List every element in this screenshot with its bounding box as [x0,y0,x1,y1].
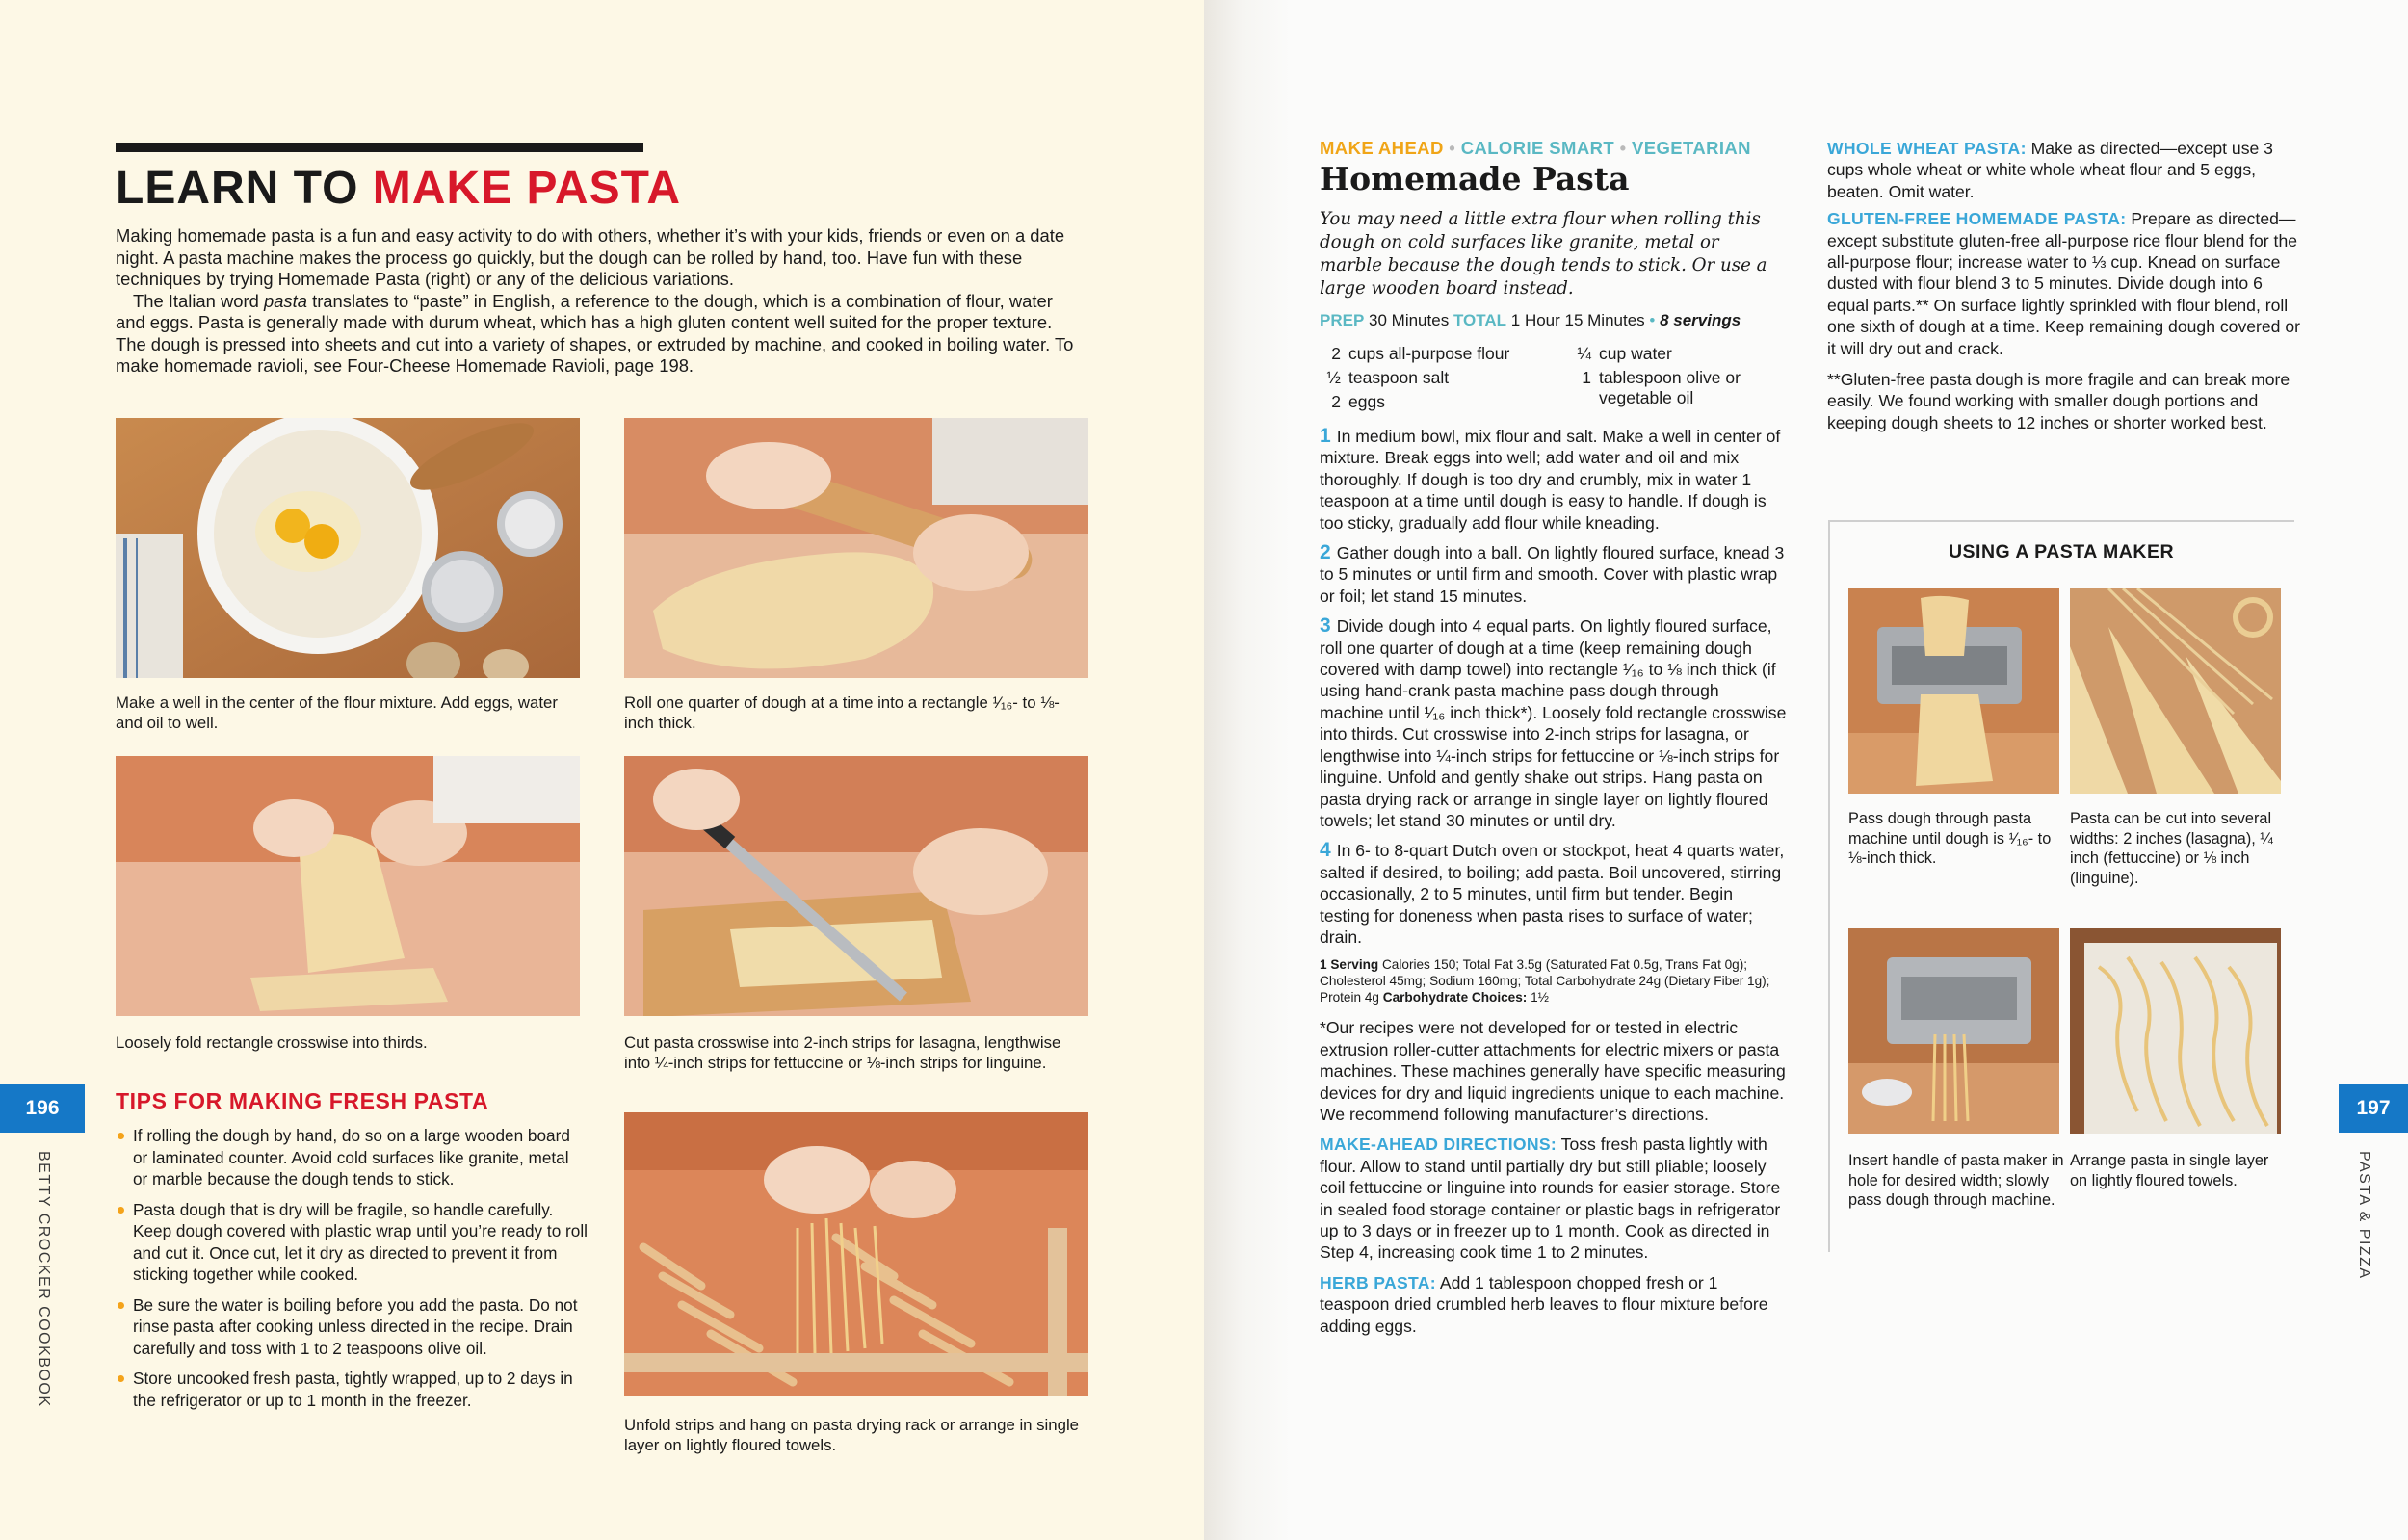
ingredient-text: cup water [1599,344,1672,363]
tip-item: Be sure the water is boiling before you add the pasta. Do not rinse pasta after cooking unless directed in the recipe. Drain carefully and toss with 1 to 2 teaspoons olive oil. [116,1294,588,1360]
make-ahead-text: Toss fresh pasta lightly with flour. Allow to stand until partially dry but still pliable; loosely coil fettuccine or linguine into rounds for easier storage. Store in sealed food storage container or plastic bags in refrigerator up to 3 days or in freezer up to 1 month. Cook as directed in Step 4, increasing cook time 1 to 2 minutes. [1320,1135,1781,1263]
ingredient-item [1570,368,1782,408]
prep-value: 30 Minutes [1369,311,1450,329]
caption-3: Loosely fold rectangle crosswise into thirds. [116,1033,428,1052]
herb-pasta-variation [1320,1272,1787,1337]
ingredient-qty: 2 [1331,344,1341,363]
tip-item: Store uncooked fresh pasta, tightly wrapped, up to 2 days in the refrigerator or up to 1 month in the freezer. [116,1368,588,1411]
gluten-free-note: **Gluten-free pasta dough is more fragile and can break more easily. We found working with smaller dough portions and keeping dough sheets to 12 inches or shorter worked best. [1827,370,2290,432]
intro-text [116,225,1079,378]
herb-label: HERB PASTA: [1320,1272,1436,1292]
ingredient-qty: ½ [1326,368,1341,387]
photo-pasta-machine-sheet [1848,588,2059,794]
photo-pasta-on-towel [2070,928,2281,1134]
carb-choices-label: Carbohydrate Choices: [1382,990,1528,1005]
step-number: 4 [1320,839,1331,862]
tips-list [116,1125,588,1420]
ingredient-text: eggs [1348,392,1385,411]
page-number-right: 197 [2339,1084,2408,1133]
ingredient-item [1570,344,1782,364]
intro-p2-italic: pasta [263,290,307,311]
intro-p2-start: The Italian word [133,290,264,311]
tip-item: If rolling the dough by hand, do so on a large wooden board or laminated counter. Avoid cold surfaces like granite, metal or marble because the dough tends to stick. [116,1125,588,1190]
tag-vegetarian: VEGETARIAN [1632,138,1751,158]
carb-choices-value: 1½ [1531,990,1550,1005]
step-3 [1320,615,1787,831]
box-top-rule [1828,520,2294,522]
total-value: 1 Hour 15 Minutes [1510,311,1645,329]
intro-paragraph-1: Making homemade pasta is a fun and easy activity to do with others, whether it’s with your kids, friends or even on a date night. A pasta machine makes the process go quickly, but the dough can be rolled by hand, too. Have fun with these techniques by trying Homemade Pasta (right) or any of the delicious variations. [116,225,1065,289]
herb-text: Add 1 tablespoon chopped fresh or 1 teaspoon dried crumbled herb leaves to flour mixture before adding eggs. [1320,1272,1768,1336]
box-left-rule [1828,520,1830,1252]
tag-make-ahead: MAKE AHEAD [1320,138,1444,158]
ingredients-left [1320,344,1570,412]
title-rule [116,143,643,152]
recipe-intro-note: You may need a little extra flour when rolling this dough on cold surfaces like granite, metal or marble because the dough tends to stick. Or use a large wooden board instead. [1320,209,1767,299]
whole-wheat-label: WHOLE WHEAT PASTA: [1827,139,2027,158]
photo-flour-well [116,418,580,678]
nutrition-info [1320,956,1787,1005]
nutrition-text: Calories 150; Total Fat 3.5g (Saturated Fat 0.5g, Trans Fat 0g); Cholesterol 45mg; Sodium 160mg; Total Carbohydrate 24g (Dietary Fiber 1g); Protein 4g [1320,957,1770,1005]
ingredient-qty: ¼ [1577,344,1591,363]
ingredient-item [1320,344,1570,364]
page-number-left: 196 [0,1084,85,1133]
recipe-title: Homemade Pasta [1320,160,1630,197]
tips-title: TIPS FOR MAKING FRESH PASTA [116,1088,489,1113]
footnote: *Our recipes were not developed for or tested in electric extrusion roller-cutter attachments for electric mixers or pasta machines. These machines generally have specific measuring devices for dry and liquid ingredients unique to each machine. We recommend following manufacturer’s directions. [1320,1018,1786,1124]
caption-4: Cut pasta crosswise into 2-inch strips for lasagna, lengthwise into ¼-inch strips for fettuccine or ⅛-inch strips for linguine. [624,1033,1061,1072]
caption-5: Unfold strips and hang on pasta drying rack or arrange in single layer on lightly floured towels. [624,1416,1080,1454]
prep-line: PREP 30 Minutes TOTAL 1 Hour 15 Minutes • 8 servings [1320,311,1741,329]
intro-p2-end: translates to “paste” in English, a reference to the dough, which is a combination of flour, water and eggs. Pasta is generally made with durum wheat, which has a high gluten content well suited for the proper texture. The dough is pressed into sheets and cut into a variety of shapes, or extruded by machine, and cooked in boiling water. To make homemade ravioli, see Four-Cheese Homemade Ravioli, page 198. [116,290,1074,376]
step-text: In 6- to 8-quart Dutch oven or stockpot, heat 4 quarts water, salted if desired, to boiling; add pasta. Boil uncovered, stirring occasionally, 2 to 5 minutes, until firm but tender. Begin testing for doneness when pasta rises to surface of water; drain. [1320,841,1785,947]
ingredients-right [1570,344,1782,408]
whole-wheat-text: Make as directed—except use 3 cups whole wheat or white whole wheat flour and 5 eggs, beaten. Omit water. [1827,139,2273,201]
tag-calorie-smart: CALORIE SMART [1460,138,1615,158]
ingredient-text: teaspoon salt [1348,368,1450,387]
gluten-free-label: GLUTEN-FREE HOMEMADE PASTA: [1827,209,2127,229]
step-text: Gather dough into a ball. On lightly floured surface, knead 3 to 5 minutes or until firm and smooth. Cover with plastic wrap or foil; let stand 15 minutes. [1320,543,1785,606]
ingredient-text: tablespoon olive or vegetable oil [1599,368,1741,407]
servings: 8 servings [1660,311,1741,329]
photo-cut-widths [2070,588,2281,794]
make-ahead-directions [1320,1134,1787,1263]
prep-label: PREP [1320,311,1365,329]
total-label: TOTAL [1453,311,1507,329]
title-part2: MAKE PASTA [372,163,682,214]
pasta-maker-box-title: USING A PASTA MAKER [1948,541,2175,562]
step-4 [1320,840,1787,948]
box-caption-4: Arrange pasta in single layer on lightly floured towels. [2070,1152,2269,1189]
photo-rolling-dough [624,418,1088,678]
intro-paragraph-2 [116,291,1079,378]
step-2 [1320,542,1787,607]
gluten-free-variation [1827,208,2304,359]
step-1 [1320,426,1787,534]
title-part1: LEARN TO [116,163,373,214]
caption-2: Roll one quarter of dough at a time into a rectangle ¹⁄₁₆- to ⅛-inch thick. [624,693,1060,732]
box-caption-1: Pass dough through pasta machine until dough is ¹⁄₁₆- to ⅛-inch thick. [1848,810,2052,867]
step-number: 2 [1320,541,1331,564]
running-head-right: PASTA & PIZZA [2356,1151,2372,1280]
caption-1: Make a well in the center of the flour mixture. Add eggs, water and oil to well. [116,693,558,732]
photo-pasta-machine-cutter [1848,928,2059,1134]
page-title [116,162,681,215]
running-head-left: BETTY CROCKER COOKBOOK [36,1151,52,1408]
variations-column [1827,138,2304,443]
box-caption-2: Pasta can be cut into several widths: 2 inches (lasagna), ¼ inch (fettuccine) or ⅛ inch (linguine). [2070,810,2273,887]
gluten-free-text: Prepare as directed—except substitute gluten-free all-purpose rice flour blend for the all-purpose flour; increase water to ⅓ cup. Knead on surface dusted with flour blend 3 to 5 minutes. Divide dough into 6 equal parts.** On surface lightly sprinkled with flour blend, roll one sixth of dough at a time. Keep remaining dough covered or it will dry out and crack. [1827,209,2300,358]
ingredient-item [1320,392,1570,412]
photo-cutting-strips [624,756,1088,1016]
photo-drying-rack [624,1112,1088,1396]
ingredient-qty: 2 [1331,392,1341,411]
step-text: Divide dough into 4 equal parts. On lightly floured surface, roll one quarter of dough at a time (keep remaining dough covered with damp towel) into rectangle ¹⁄₁₆ to ⅛ inch thick (if using hand-crank pasta machine pass dough through machine until ¹⁄₁₆ inch thick*). Loosely fold rectangle crosswise into thirds. Cut crosswise into 2-inch strips for lasagna, or lengthwise into ¼-inch strips for fettuccine or ⅛-inch strips for linguine. Unfold and gently shake out strips. Hang pasta on pasta drying rack or arrange in single layer on lightly floured towels; let stand 30 minutes or until dry. [1320,616,1787,830]
ingredient-text: cups all-purpose flour [1348,344,1510,363]
tip-item: Pasta dough that is dry will be fragile, so handle carefully. Keep dough covered with plastic wrap until you’re ready to roll and cut it. Once cut, let it dry as directed to prevent it from sticking together while cooked. [116,1199,588,1286]
recipe-steps [1320,426,1787,1345]
step-number: 3 [1320,614,1331,638]
make-ahead-label: MAKE-AHEAD DIRECTIONS: [1320,1135,1557,1155]
ingredient-item [1320,368,1570,388]
recipe-tags: MAKE AHEAD • CALORIE SMART • VEGETARIAN [1320,138,1751,158]
whole-wheat-variation [1827,138,2304,202]
step-number: 1 [1320,425,1331,447]
nutrition-label: 1 Serving [1320,957,1379,973]
ingredient-qty: 1 [1582,368,1591,387]
photo-folding-dough [116,756,580,1016]
step-text: In medium bowl, mix flour and salt. Make a well in center of mixture. Break eggs into well; add water and oil and mix thoroughly. If dough is too dry and crumbly, mix in water 1 teaspoon at a time until dough is easy to handle. If dough is too sticky, gradually add flour while kneading. [1320,427,1781,533]
box-caption-3: Insert handle of pasta maker in hole for desired width; slowly pass dough through machine. [1848,1152,2064,1209]
